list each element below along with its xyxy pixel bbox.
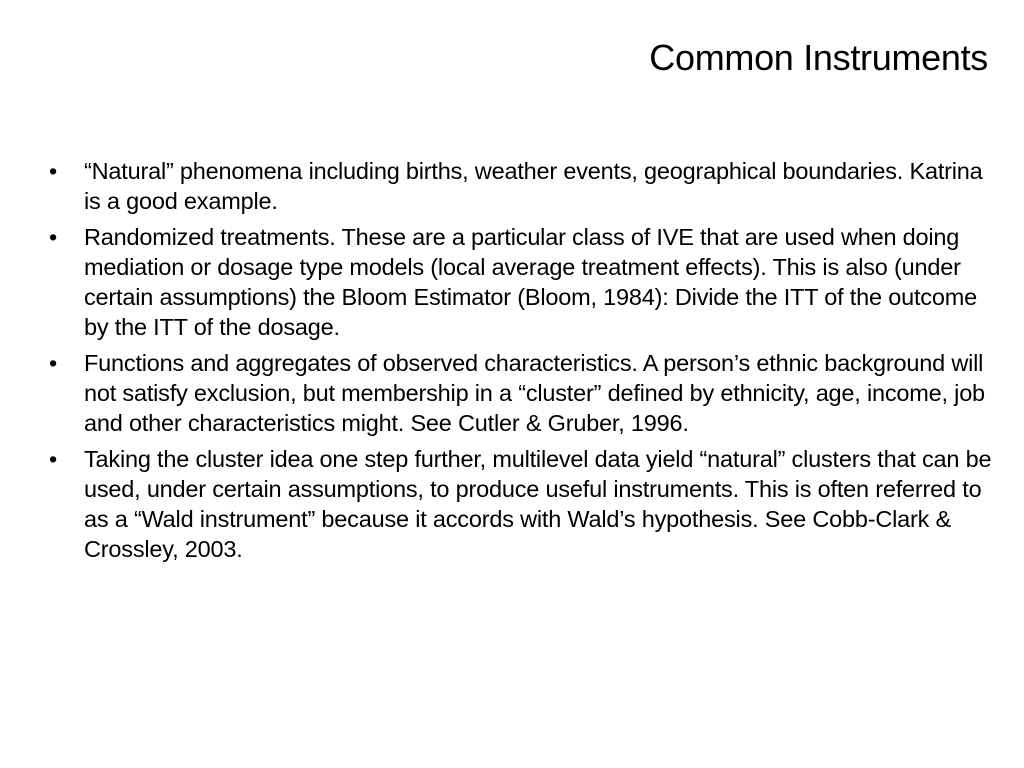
bullet-item (49, 156, 999, 216)
bullet-dot-icon: • (49, 224, 58, 250)
bullet-dot-icon: • (49, 158, 58, 184)
bullet-text: Taking the cluster idea one step further, multilevel data yield “natural” clusters that can be used, under certain assumptions, to produce useful instruments. This is often referred to as a “Wald instrument” because it accords with Wald’s hypothesis. See Cobb-Clark & Crossley, 2003. (84, 446, 992, 562)
bullet-item (49, 348, 999, 438)
bullet-list (49, 156, 999, 570)
bullet-item (49, 222, 999, 342)
bullet-text: “Natural” phenomena including births, weather events, geographical boundaries. Katrina is a good example. (84, 158, 983, 214)
bullet-text: Functions and aggregates of observed characteristics. A person’s ethnic background will not satisfy exclusion, but membership in a “cluster” defined by ethnicity, age, income, job and other characteristics might. See Cutler & Gruber, 1996. (84, 350, 985, 436)
bullet-text: Randomized treatments. These are a particular class of IVE that are used when doing mediation or dosage type models (local average treatment effects). This is also (under certain assumptions) the Bloom Estimator (Bloom, 1984): Divide the ITT of the outcome by the ITT of the dosage. (84, 224, 977, 340)
bullet-dot-icon: • (49, 446, 58, 472)
bullet-item (49, 444, 999, 564)
slide-title: Common Instruments (649, 37, 988, 78)
bullet-dot-icon: • (49, 350, 58, 376)
